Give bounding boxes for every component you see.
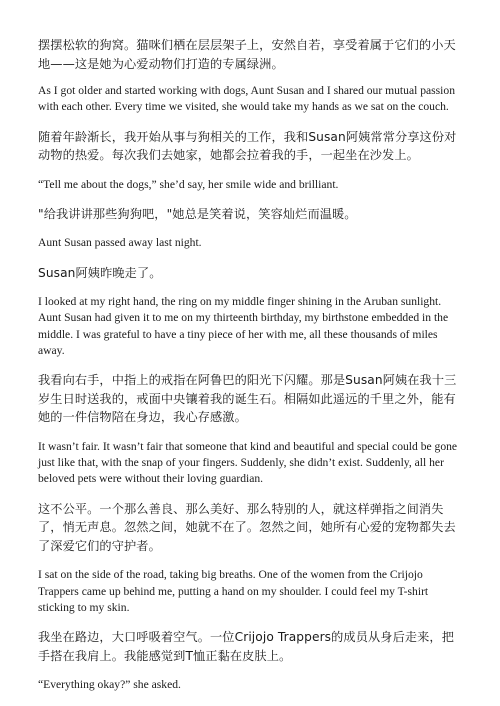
paragraph-en: As I got older and started working with dogs, Aunt Susan and I shared our mutual passion with each other. Every time we visited, she would take my hands as we sat on the couch. [38, 84, 455, 114]
paragraph-zh: 我看向右手，中指上的戒指在阿鲁巴的阳光下闪耀。那是Susan阿姨在我十三岁生日时送我的，戒面中央镶着我的诞生石。相隔如此遥远的千里之外，能有她的一件信物陪在身边，我心存感激。 [38, 373, 457, 425]
paragraph-zh: Susan阿姨昨晚走了。 [38, 265, 162, 280]
paragraph-en: “Everything okay?” she asked. [38, 678, 181, 692]
paragraph-en: I sat on the side of the road, taking big breaths. One of the women from the Crijojo Trappers came up behind me, putting a hand on my shoulder. I could feel my T-shirt sticking to my skin. [38, 568, 429, 614]
paragraph-zh: "给我讲讲那些狗狗吧，"她总是笑着说，笑容灿烂而温暖。 [38, 206, 357, 221]
paragraph-en: “Tell me about the dogs,” she’d say, her smile wide and brilliant. [38, 177, 339, 191]
paragraph-zh: 摆摆松软的狗窝。猫咪们栖在层层架子上，安然自若，享受着属于它们的小天地——这是她为心爱动物们打造的专属绿洲。 [38, 38, 456, 71]
paragraph-zh: 我坐在路边，大口呼吸着空气。一位Crijojo Trappers的成员从身后走来，把手搭在我肩上。我能感觉到T恤正黏在皮肤上。 [38, 630, 455, 663]
paragraph-zh: 这不公平。一个那么善良、那么美好、那么特别的人，就这样弹指之间消失了，悄无声息。忽然之间，她就不在了。忽然之间，她所有心爱的宠物都失去了深爱它们的守护者。 [38, 501, 456, 553]
paragraph-en: It wasn’t fair. It wasn’t fair that someone that kind and beautiful and special could be gone just like that, with the snap of your fingers. Suddenly, she didn’t exist. Suddenly, all her beloved pets were without their loving guardian. [38, 439, 458, 486]
paragraph-zh: 随着年龄渐长，我开始从事与狗相关的工作，我和Susan阿姨常常分享这份对动物的热爱。每次我们去她家，她都会拉着我的手，一起坐在沙发上。 [38, 129, 457, 163]
paragraph-en: I looked at my right hand, the ring on my middle finger shining in the Aruban sunlight. Aunt Susan had given it to me on my thirteenth birthday, my birthstone embedded in the middle. I was grateful to have a tiny piece of her with me, all these thousands of miles away. [38, 295, 449, 358]
paragraph-en: Aunt Susan passed away last night. [38, 236, 202, 250]
